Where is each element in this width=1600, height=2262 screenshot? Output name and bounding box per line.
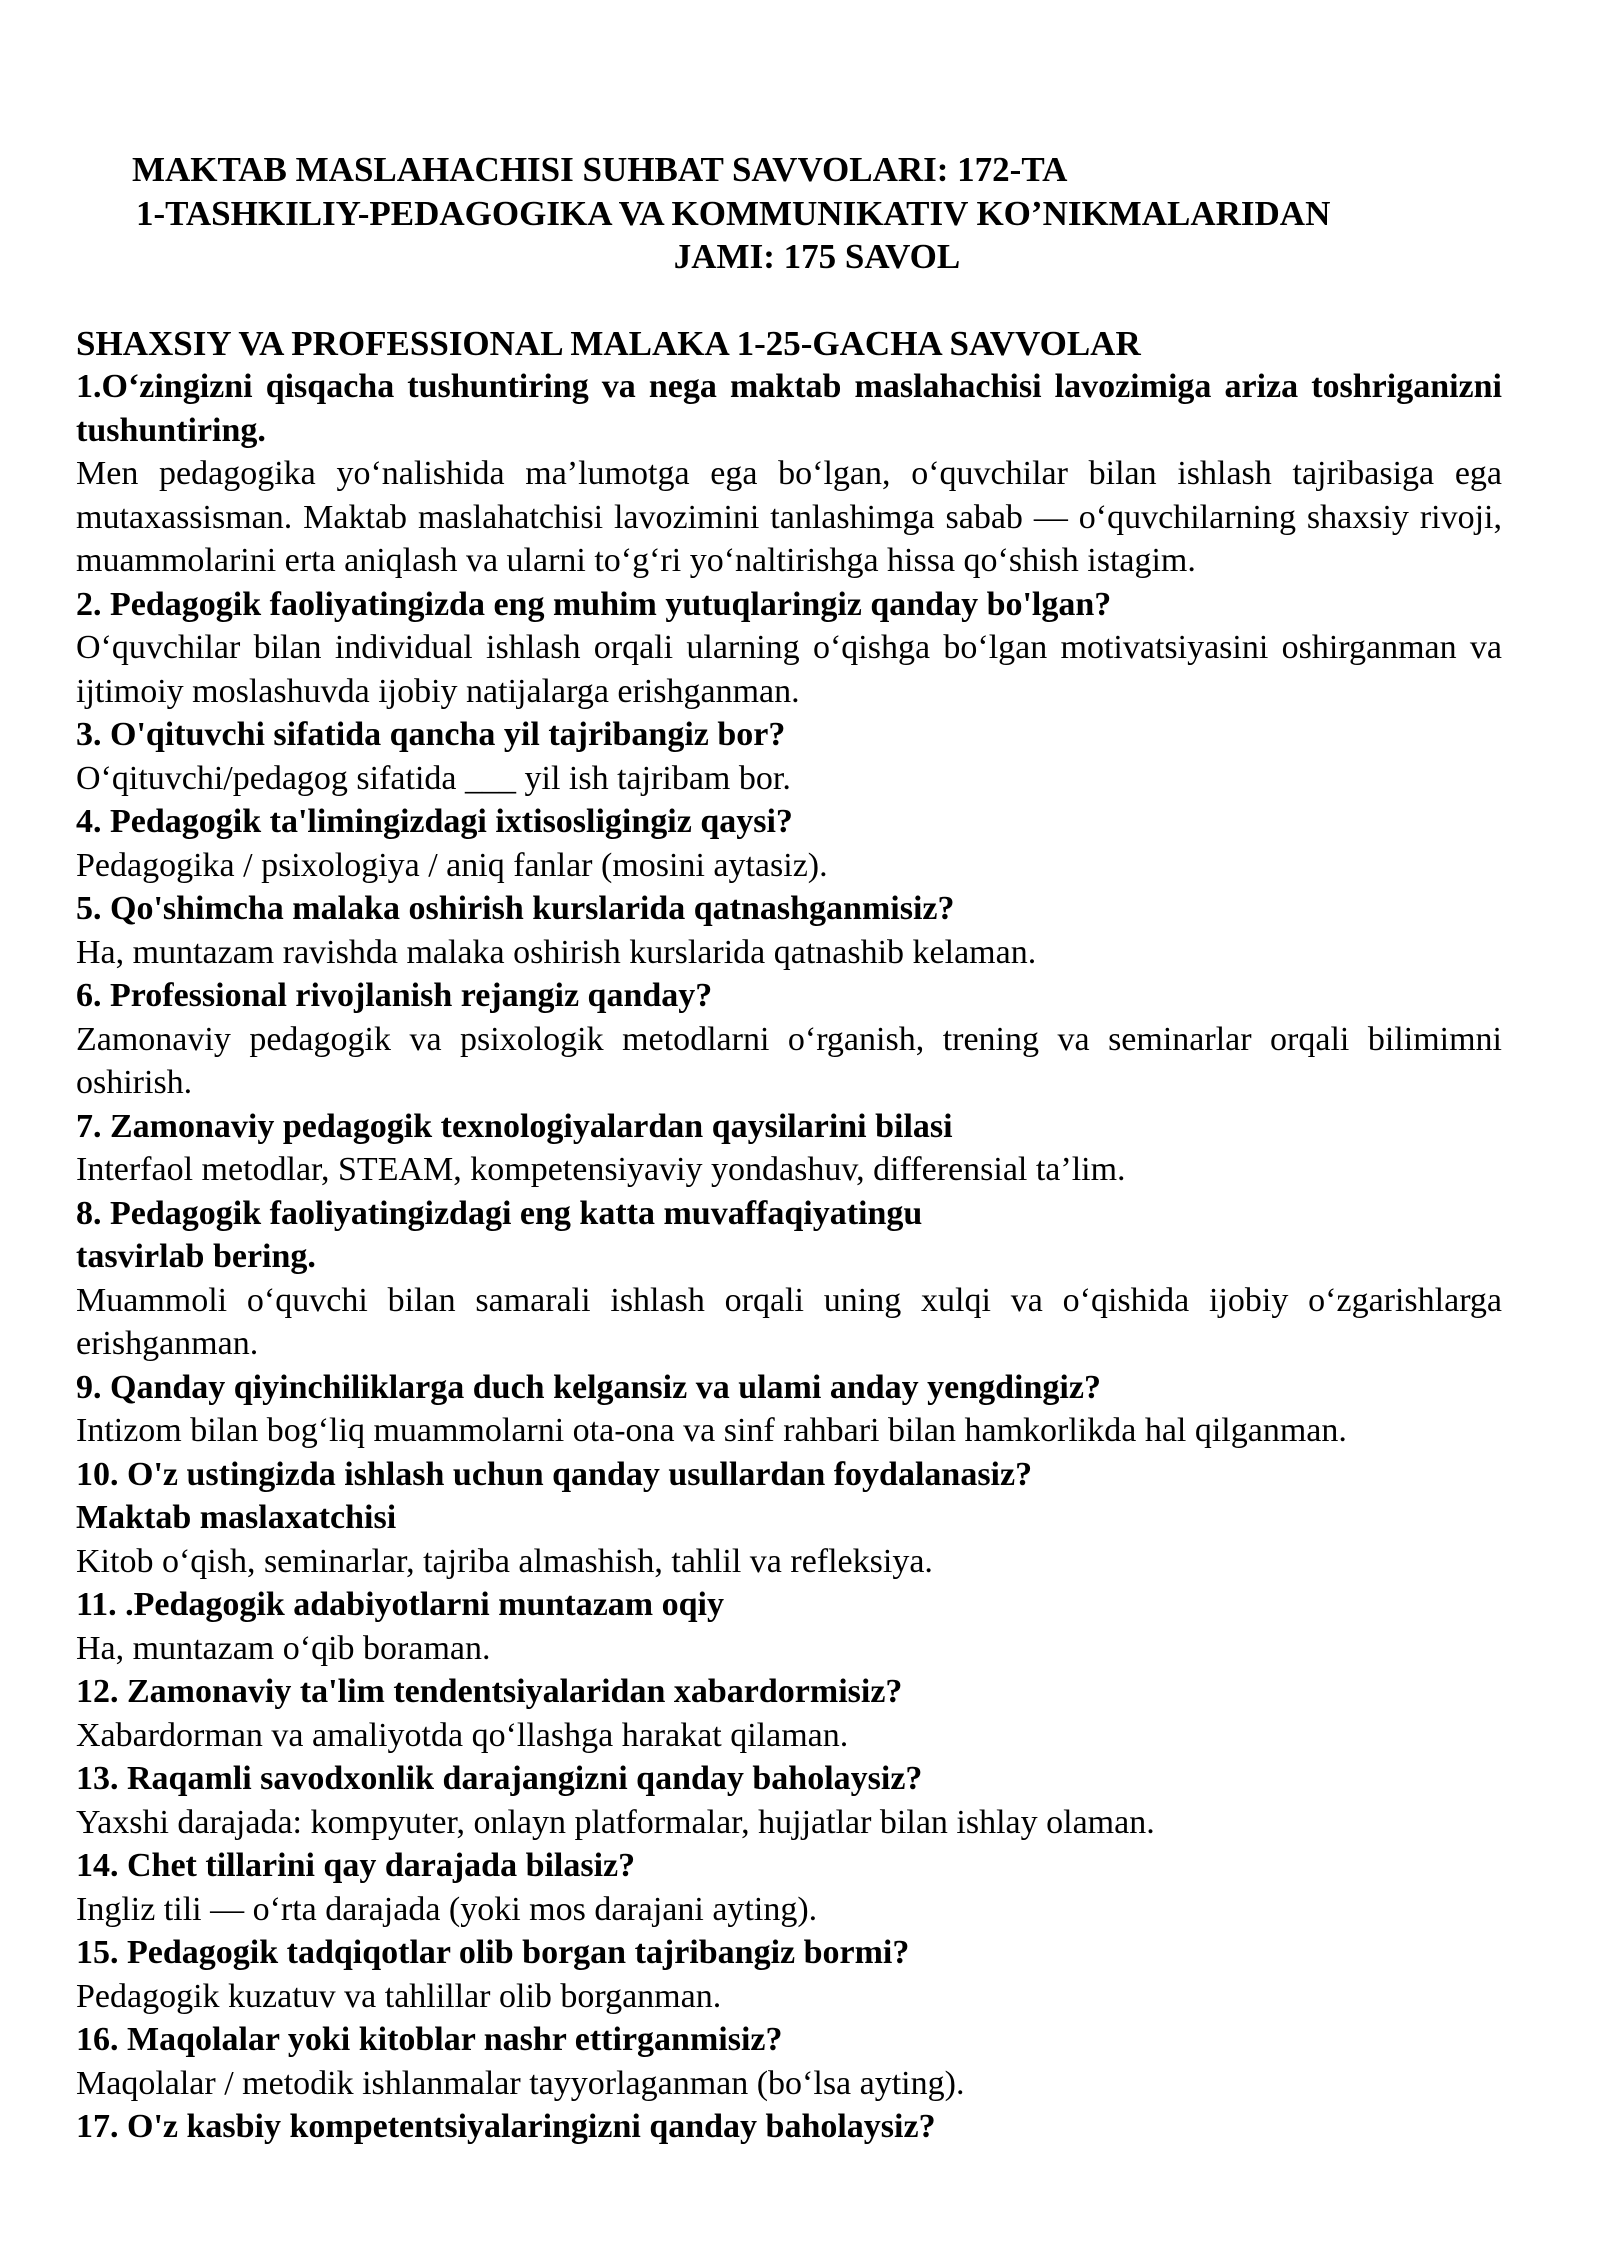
- header-title-line-2: 1-TASHKILIY-PEDAGOGIKA VA KOMMUNIKATIV KO’NIKMALARIDAN: [136, 193, 1331, 233]
- question-14: 14. Chet tillarini qay darajada bilasiz?: [76, 1847, 636, 1884]
- qa-item-13: [76, 1757, 1502, 1844]
- question-12: 12. Zamonaviy ta'lim tendentsiyalaridan xabardormisiz?: [76, 1673, 903, 1710]
- question-8-continuation: tasvirlab bering.: [76, 1238, 316, 1275]
- question-11: 11. .Pedagogik adabiyotlarni muntazam oqiy: [76, 1586, 724, 1623]
- qa-item-9: [76, 1366, 1502, 1453]
- answer-11: Ha, muntazam o‘qib boraman.: [76, 1629, 491, 1667]
- answer-2: O‘quvchilar bilan individual ishlash orqali ularning o‘qishga bo‘lgan motivatsiyasini oshirganman va ijtimoiy moslashuvda ijobiy natijalarga erishganman.: [76, 629, 1502, 710]
- answer-1: Men pedagogika yo‘nalishida ma’lumotga ega bo‘lgan, o‘quvchilar bilan ishlash tajribasiga ega mutaxassisman. Maktab maslahatchisi lavozimini tanlashimga sabab — o‘quvchilarning shaxsiy rivoji, muammolarini erta aniqlash va ularni to‘g‘ri yo‘naltirishga hissa qo‘shish istagim.: [76, 455, 1502, 579]
- question-6: 6. Professional rivojlanish rejangiz qanday?: [76, 977, 713, 1014]
- document-header: [76, 148, 1502, 279]
- qa-item-2: [76, 583, 1502, 714]
- question-2: 2. Pedagogik faoliyatingizda eng muhim yutuqlaringiz qanday bo'lgan?: [76, 585, 1112, 623]
- qa-item-12: [76, 1670, 1502, 1757]
- answer-3: O‘qituvchi/pedagog sifatida ___ yil ish tajribam bor.: [76, 759, 791, 797]
- question-10-subheading: Maktab maslaxatchisi: [76, 1499, 397, 1536]
- answer-7: Interfaol metodlar, STEAM, kompetensiyaviy yondashuv, differensial ta’lim.: [76, 1151, 1126, 1188]
- qa-item-5: [76, 887, 1502, 974]
- answer-5: Ha, muntazam ravishda malaka oshirish kurslarida qatnashib kelaman.: [76, 933, 1037, 971]
- question-7: 7. Zamonaviy pedagogik texnologiyalardan qaysilarini bilasi: [76, 1107, 953, 1145]
- qa-item-14: [76, 1844, 1502, 1931]
- answer-6: Zamonaviy pedagogik va psixologik metodlarni o‘rganish, trening va seminarlar orqali bilimimni oshirish.: [76, 1020, 1502, 1101]
- qa-item-15: [76, 1931, 1502, 2018]
- qa-item-7: [76, 1105, 1502, 1192]
- header-title-line-1: MAKTAB MASLAHACHISI SUHBAT SAVVOLARI: 172-TA: [132, 150, 1068, 189]
- question-16: 16. Maqolalar yoki kitoblar nashr ettirganmisiz?: [76, 2021, 783, 2058]
- answer-8: Muammoli o‘quvchi bilan samarali ishlash orqali uning xulqi va o‘qishida ijobiy o‘zgarishlarga erishganman.: [76, 1281, 1502, 1362]
- qa-item-4: [76, 800, 1502, 887]
- answer-10: Kitob o‘qish, seminarlar, tajriba almashish, tahlil va refleksiya.: [76, 1542, 933, 1580]
- question-5: 5. Qo'shimcha malaka oshirish kurslarida qatnashganmisiz?: [76, 890, 955, 927]
- question-3: 3. O'qituvchi sifatida qancha yil tajribangiz bor?: [76, 716, 786, 753]
- answer-9: Intizom bilan bog‘liq muammolarni ota-ona va sinf rahbari bilan hamkorlikda hal qilganman.: [76, 1412, 1347, 1449]
- qa-item-1: [76, 365, 1502, 583]
- question-17: 17. O'z kasbiy kompetentsiyalaringizni qanday baholaysiz?: [76, 2108, 936, 2145]
- header-total-line: JAMI: 175 SAVOL: [673, 237, 961, 276]
- question-10: 10. O'z ustingizda ishlash uchun qanday usullardan foydalanasiz?: [76, 1455, 1033, 1493]
- answer-14: Ingliz tili — o‘rta darajada (yoki mos darajani ayting).: [76, 1890, 818, 1928]
- answer-4: Pedagogika / psixologiya / aniq fanlar (mosini aytasiz).: [76, 846, 828, 884]
- question-9: 9. Qanday qiyinchiliklarga duch kelgansiz va ulami anday yengdingiz?: [76, 1368, 1101, 1406]
- question-list: [76, 365, 1502, 2149]
- question-15: 15. Pedagogik tadqiqotlar olib borgan tajribangiz bormi?: [76, 1934, 910, 1971]
- qa-item-10: [76, 1453, 1502, 1584]
- question-13: 13. Raqamli savodxonlik darajangizni qanday baholaysiz?: [76, 1760, 923, 1797]
- answer-16: Maqolalar / metodik ishlanmalar tayyorlaganman (bo‘lsa ayting).: [76, 2064, 965, 2102]
- qa-item-11: [76, 1583, 1502, 1670]
- answer-12: Xabardorman va amaliyotda qo‘llashga harakat qilaman.: [76, 1716, 849, 1754]
- answer-13: Yaxshi darajada: kompyuter, onlayn platformalar, hujjatlar bilan ishlay olaman.: [76, 1803, 1155, 1841]
- qa-item-3: [76, 713, 1502, 800]
- question-1: 1.O‘zingizni qisqacha tushuntiring va nega maktab maslahachisi lavozimiga ariza toshriganizni tushuntiring.: [76, 368, 1502, 449]
- question-8: 8. Pedagogik faoliyatingizdagi eng katta muvaffaqiyatingu: [76, 1194, 923, 1232]
- qa-item-16: [76, 2018, 1502, 2105]
- qa-item-8: [76, 1192, 1502, 1366]
- answer-15: Pedagogik kuzatuv va tahlillar olib borganman.: [76, 1977, 722, 2015]
- qa-item-6: [76, 974, 1502, 1105]
- section-title: SHAXSIY VA PROFESSIONAL MALAKA 1-25-GACHA SAVVOLAR: [76, 323, 1141, 363]
- question-4: 4. Pedagogik ta'limingizdagi ixtisosligingiz qaysi?: [76, 803, 793, 840]
- qa-item-17: [76, 2105, 1502, 2149]
